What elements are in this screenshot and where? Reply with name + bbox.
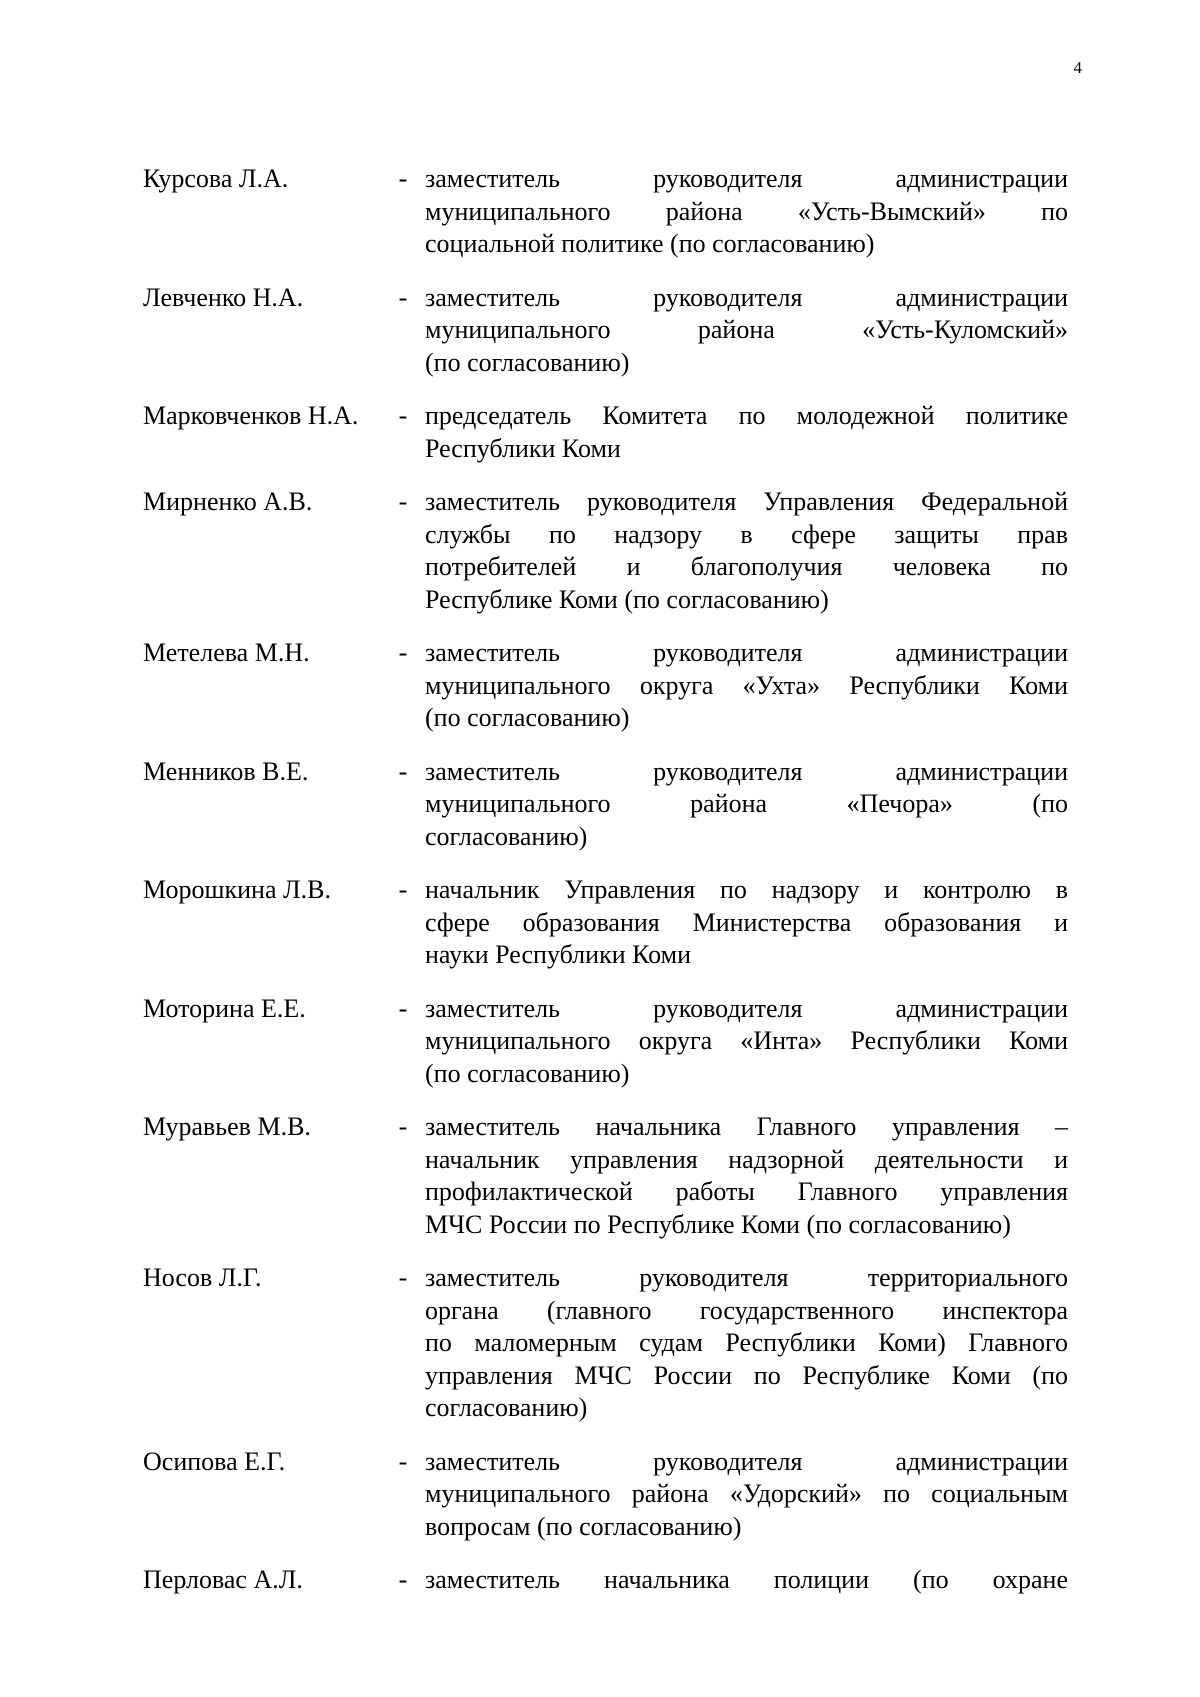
position-line: науки Республики Коми bbox=[425, 940, 692, 969]
separator-dash: - bbox=[398, 401, 408, 430]
separator-dash: - bbox=[398, 1112, 408, 1141]
member-name: Перловас А.Л. bbox=[143, 1565, 303, 1594]
list-item bbox=[143, 1262, 1068, 1425]
position-line: муниципального района «Усть-Вымский» по bbox=[425, 196, 1068, 226]
list-item bbox=[143, 874, 1068, 972]
position-line: по маломерным судам Республики Коми) Главного bbox=[425, 1328, 1068, 1357]
member-position bbox=[425, 993, 1068, 1091]
position-line: вопросам (по согласованию) bbox=[425, 1511, 742, 1541]
member-position bbox=[425, 1111, 1068, 1241]
separator-dash: - bbox=[398, 756, 408, 786]
member-list bbox=[143, 163, 1068, 1618]
position-line: заместитель руководителя администрации bbox=[425, 993, 1068, 1023]
list-item bbox=[143, 756, 1068, 854]
position-line: муниципального района «Усть-Куломский» bbox=[425, 315, 1068, 344]
position-line: социальной политике (по согласованию) bbox=[425, 229, 875, 258]
separator-dash: - bbox=[398, 993, 408, 1023]
position-line: муниципального округа «Инта» Республики Коми bbox=[425, 1026, 1068, 1055]
list-item bbox=[143, 1446, 1068, 1544]
page-number: 4 bbox=[1073, 58, 1082, 77]
member-name: Мирненко А.В. bbox=[143, 487, 313, 516]
member-name: Муравьев М.В. bbox=[143, 1112, 311, 1141]
position-line: Республике Коми (по согласованию) bbox=[425, 584, 829, 614]
position-line: (по согласованию) bbox=[425, 703, 630, 732]
position-line: (по согласованию) bbox=[425, 1058, 630, 1088]
member-position bbox=[425, 1262, 1068, 1425]
position-line: заместитель начальника полиции (по охране bbox=[425, 1565, 1068, 1594]
position-line: управления МЧС России по Республике Коми (по bbox=[425, 1360, 1068, 1390]
list-item bbox=[143, 1564, 1068, 1597]
member-name: Менников В.Е. bbox=[143, 756, 309, 786]
list-item bbox=[143, 163, 1068, 261]
member-position bbox=[425, 756, 1068, 854]
position-line: заместитель руководителя администрации bbox=[425, 282, 1068, 312]
member-position bbox=[425, 400, 1068, 465]
position-line: муниципального района «Удорский» по социальным bbox=[425, 1479, 1068, 1508]
position-line: начальник управления надзорной деятельности и bbox=[425, 1144, 1068, 1174]
position-line: заместитель руководителя администрации bbox=[425, 1446, 1068, 1476]
member-name: Левченко Н.А. bbox=[143, 282, 304, 312]
position-line: МЧС России по Республике Коми (по согласованию) bbox=[425, 1209, 1011, 1239]
position-line: (по согласованию) bbox=[425, 347, 630, 377]
list-item bbox=[143, 1111, 1068, 1241]
position-line: заместитель начальника Главного управления – bbox=[425, 1112, 1068, 1141]
list-item bbox=[143, 282, 1068, 380]
position-line: потребителей и благополучия человека по bbox=[425, 552, 1068, 581]
member-position bbox=[425, 282, 1068, 380]
member-position bbox=[425, 637, 1068, 735]
separator-dash: - bbox=[398, 1263, 408, 1292]
separator-dash: - bbox=[398, 282, 408, 312]
separator-dash: - bbox=[398, 1565, 408, 1594]
separator-dash: - bbox=[398, 638, 408, 667]
position-line: согласованию) bbox=[425, 821, 588, 851]
position-line: сфере образования Министерства образования и bbox=[425, 907, 1068, 937]
position-line: заместитель руководителя администрации bbox=[425, 756, 1068, 786]
separator-dash: - bbox=[398, 1446, 408, 1476]
member-name: Метелева М.Н. bbox=[143, 638, 310, 667]
member-name: Марковченков Н.А. bbox=[143, 401, 359, 430]
member-position bbox=[425, 1446, 1068, 1544]
list-item bbox=[143, 400, 1068, 465]
position-line: муниципального района «Печора» (по bbox=[425, 789, 1068, 818]
position-line: службы по надзору в сфере защиты прав bbox=[425, 519, 1068, 549]
separator-dash: - bbox=[398, 875, 408, 904]
position-line: органа (главного государственного инспектора bbox=[425, 1295, 1068, 1325]
position-line: муниципального округа «Ухта» Республики Коми bbox=[425, 670, 1068, 700]
position-line: профилактической работы Главного управления bbox=[425, 1177, 1068, 1206]
member-name: Морошкина Л.В. bbox=[143, 875, 331, 904]
member-position bbox=[425, 163, 1068, 261]
position-line: начальник Управления по надзору и контролю в bbox=[425, 875, 1068, 904]
position-line: заместитель руководителя администрации bbox=[425, 164, 1068, 193]
list-item bbox=[143, 993, 1068, 1091]
member-position bbox=[425, 486, 1068, 616]
position-line: заместитель руководителя территориального bbox=[425, 1263, 1068, 1292]
position-line: заместитель руководителя Управления Федеральной bbox=[425, 487, 1068, 516]
position-line: согласованию) bbox=[425, 1393, 588, 1422]
member-position bbox=[425, 1564, 1068, 1597]
separator-dash: - bbox=[398, 164, 408, 193]
member-name: Курсова Л.А. bbox=[143, 164, 289, 193]
position-line: председатель Комитета по молодежной политике bbox=[425, 401, 1068, 430]
separator-dash: - bbox=[398, 487, 408, 516]
member-position bbox=[425, 874, 1068, 972]
list-item bbox=[143, 637, 1068, 735]
member-name: Осипова Е.Г. bbox=[143, 1446, 286, 1476]
list-item bbox=[143, 486, 1068, 616]
member-name: Носов Л.Г. bbox=[143, 1263, 262, 1292]
position-line: Республики Коми bbox=[425, 433, 621, 463]
position-line: заместитель руководителя администрации bbox=[425, 638, 1068, 667]
member-name: Моторина Е.Е. bbox=[143, 993, 306, 1023]
